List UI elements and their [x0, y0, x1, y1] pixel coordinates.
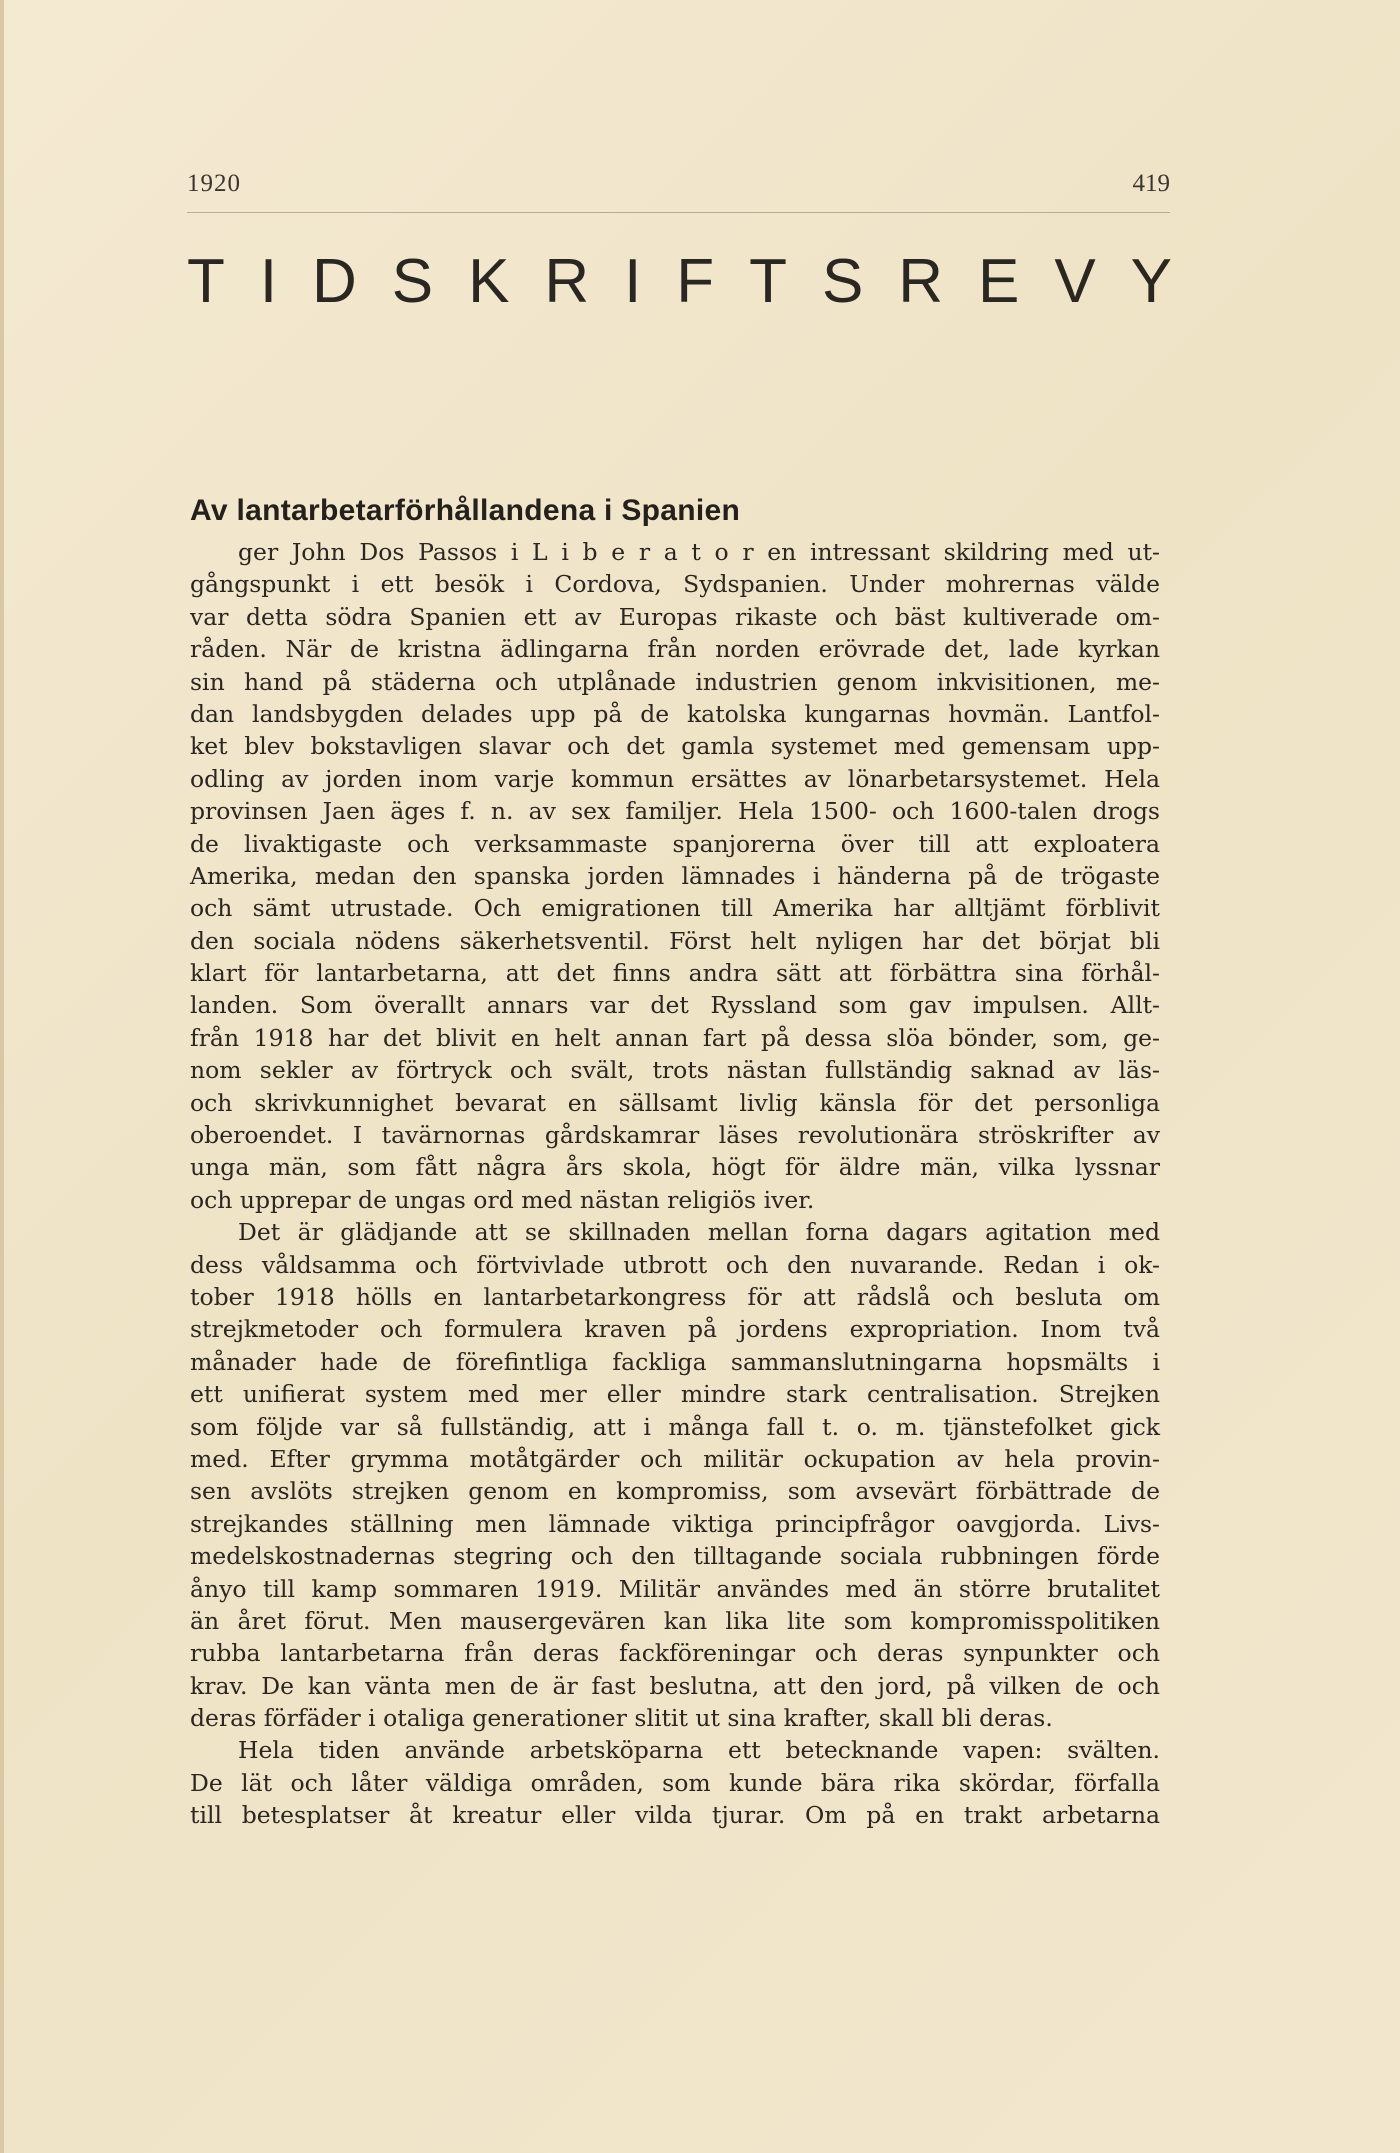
text-line: landen. Som överallt annars var det Ryssland som gav impulsen. Allt-: [190, 991, 1160, 1020]
text-line: de livaktigaste och verksammaste spanjorerna över till att exploatera: [190, 829, 1160, 858]
title-letter: V: [1054, 247, 1096, 316]
title-letter: R: [544, 247, 590, 316]
title-letter: E: [978, 247, 1020, 316]
text-line: och skrivkunnighet bevarat en sällsamt livlig känsla för det personliga: [190, 1088, 1160, 1117]
text-line: dess våldsamma och förtvivlade utbrott och den nuvarande. Redan i ok-: [190, 1250, 1160, 1279]
text-line: Amerika, medan den spanska jorden lämnades i händerna på de trögaste: [190, 861, 1160, 890]
title-letter: T: [749, 247, 787, 316]
article-body: [190, 536, 1160, 1832]
text-line: ett unifierat system med mer eller mindre stark centralisation. Strejken: [190, 1380, 1160, 1409]
text-line: deras förfäder i otaliga generationer slitit ut sina krafter, skall bli deras.: [190, 1704, 1053, 1733]
text-line: sen avslöts strejken genom en kompromiss, som avsevärt förbättrade de: [190, 1477, 1160, 1506]
text-line: nom sekler av förtryck och svält, trots nästan fullständig saknad av läs-: [190, 1056, 1160, 1085]
title-letter: R: [898, 247, 944, 316]
text-line: till betesplatser åt kreatur eller vilda tjurar. Om på en trakt arbetarna: [190, 1801, 1160, 1830]
text-line: som följde var så fullständig, att i många fall t. o. m. tjänstefolket gick: [190, 1412, 1160, 1441]
text-line: månader hade de förefintliga fackliga sammanslutningarna hopsmälts i: [190, 1347, 1160, 1376]
title-letter: K: [468, 247, 510, 316]
text-line: gångspunkt i ett besök i Cordova, Sydspanien. Under mohrernas välde: [190, 570, 1160, 599]
title-letter: I: [624, 247, 642, 316]
article-heading: Av lantarbetarförhållandena i Spanien: [190, 494, 741, 527]
header-rule: [187, 212, 1170, 213]
text-line: den sociala nödens säkerhetsventil. Först helt nyligen har det börjat bli: [190, 926, 1160, 955]
title-letter: F: [676, 247, 715, 316]
text-line: klart för lantarbetarna, att det finns andra sätt att förbättra sina förhål-: [190, 959, 1160, 988]
title-letter: Y: [1130, 247, 1172, 316]
text-line: unga män, som fått några års skola, högt för äldre män, vilka lyssnar: [190, 1153, 1160, 1182]
text-line: och upprepar de ungas ord med nästan religiös iver.: [190, 1185, 815, 1214]
text-line: sin hand på städerna och utplånade industrien genom inkvisitionen, me-: [190, 667, 1160, 696]
title-letter: S: [821, 247, 864, 316]
text-line: ket blev bokstavligen slavar och det gamla systemet med gemensam upp-: [190, 732, 1160, 761]
text-line: var detta södra Spanien ett av Europas rikaste och bäst kultiverade om-: [190, 602, 1160, 631]
text-line: oberoendet. I tavärnornas gårdskamrar läses revolutionära ströskrifter av: [190, 1121, 1160, 1150]
running-head-year: 1920: [187, 170, 241, 197]
text-line: rubba lantarbetarna från deras fackföreningar och deras synpunkter och: [190, 1639, 1160, 1668]
text-line: Hela tiden använde arbetsköparna ett betecknande vapen: svälten.: [238, 1736, 1160, 1765]
page-edge: [0, 0, 4, 2153]
title-letter: D: [312, 247, 357, 316]
title-letter: I: [259, 247, 278, 316]
text-line: med. Efter grymma motåtgärder och militär ockupation av hela provin-: [190, 1444, 1160, 1473]
text-line: strejkandes ställning men lämnade viktiga principfrågor oavgjorda. Livs-: [190, 1509, 1160, 1538]
text-line: tober 1918 hölls en lantarbetarkongress för att rådslå och besluta om: [190, 1282, 1160, 1311]
text-line: råden. När de kristna ädlingarna från norden erövrade det, lade kyrkan: [190, 635, 1160, 664]
text-line: än året förut. Men mausergevären kan lika lite som kompromisspolitiken: [190, 1606, 1160, 1635]
page-number: 419: [1132, 170, 1170, 197]
page-title: [187, 246, 1172, 317]
text-line: odling av jorden inom varje kommun ersättes av lönarbetarsystemet. Hela: [190, 764, 1160, 793]
text-line: medelskostnadernas stegring och den tilltagande sociala rubbningen förde: [190, 1542, 1160, 1571]
text-line: från 1918 har det blivit en helt annan fart på dessa slöa bönder, som, ge-: [190, 1023, 1160, 1052]
text-line: dan landsbygden delades upp på de katolska kungarnas hovmän. Lantfol-: [190, 699, 1160, 728]
text-line: Det är glädjande att se skillnaden mellan forna dagars agitation med: [238, 1218, 1160, 1247]
text-line: och sämt utrustade. Och emigrationen till Amerika har alltjämt förblivit: [190, 894, 1160, 923]
text-line: strejkmetoder och formulera kraven på jordens expropriation. Inom två: [190, 1315, 1160, 1344]
text-line: krav. De kan vänta men de är fast beslutna, att den jord, på vilken de och: [190, 1671, 1160, 1700]
text-line: ånyo till kamp sommaren 1919. Militär användes med än större brutalitet: [190, 1574, 1160, 1603]
text-line: De lät och låter väldiga områden, som kunde bära rika skördar, förfalla: [190, 1768, 1160, 1797]
title-letter: S: [391, 247, 434, 316]
text-line: provinsen Jaen äges f. n. av sex familjer. Hela 1500- och 1600-talen drogs: [190, 797, 1160, 826]
running-head: [187, 170, 1170, 210]
title-letter: T: [187, 247, 225, 316]
text-line: ger John Dos Passos i L i b e r a t o r en intressant skildring med ut-: [238, 538, 1160, 566]
